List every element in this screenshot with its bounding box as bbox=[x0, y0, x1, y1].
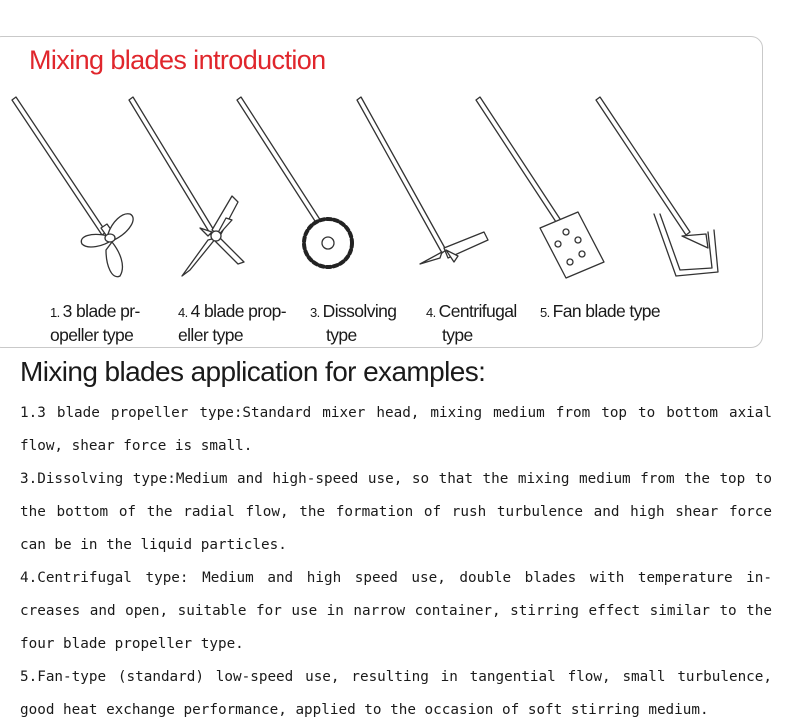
intro-title: Mixing blades introduction bbox=[29, 45, 326, 75]
application-item: 5.Fan-type (standard) low-speed use, resulting in tangential flow, small turbulence, good heat exchange performance, applied to the occasion of soft stirring medium. bbox=[20, 669, 772, 718]
blade-label-2: 4. 4 blade prop- eller type bbox=[178, 301, 286, 345]
four-blade-propeller-icon bbox=[129, 97, 244, 276]
centrifugal-blade-icon bbox=[357, 97, 488, 264]
blade-label-1: 1. 3 blade pr- opeller type bbox=[50, 301, 140, 345]
blade-label-5: 5. Fan blade type bbox=[540, 301, 661, 321]
blade-label-4: 4. Centrifugal type bbox=[426, 301, 517, 345]
blade-label-3: 3. Dissolving type bbox=[310, 301, 397, 345]
application-item: 1.3 blade propeller type:Standard mixer head, mixing medium from top to bottom axial flow, shear force is small. bbox=[20, 405, 772, 454]
fan-blade-icon bbox=[476, 97, 604, 278]
anchor-blade-icon bbox=[596, 97, 718, 276]
dissolving-disc-icon bbox=[237, 97, 352, 267]
applications-list bbox=[20, 397, 772, 727]
applications-heading: Mixing blades application for examples: bbox=[20, 356, 486, 387]
application-item: 3.Dissolving type:Medium and high-speed use, so that the mixing medium from the top to the bottom of the radial flow, the formation of rush turbulence and high shear force can be in the liquid particles. bbox=[20, 471, 772, 553]
application-item: 4.Centrifugal type: Medium and high speed use, double blades with temperature in-creases and open, suitable for use in narrow container, stirring effect similar to the four blade propeller type. bbox=[20, 570, 772, 652]
three-blade-propeller-icon bbox=[12, 97, 133, 277]
blades-illustration bbox=[0, 90, 790, 300]
